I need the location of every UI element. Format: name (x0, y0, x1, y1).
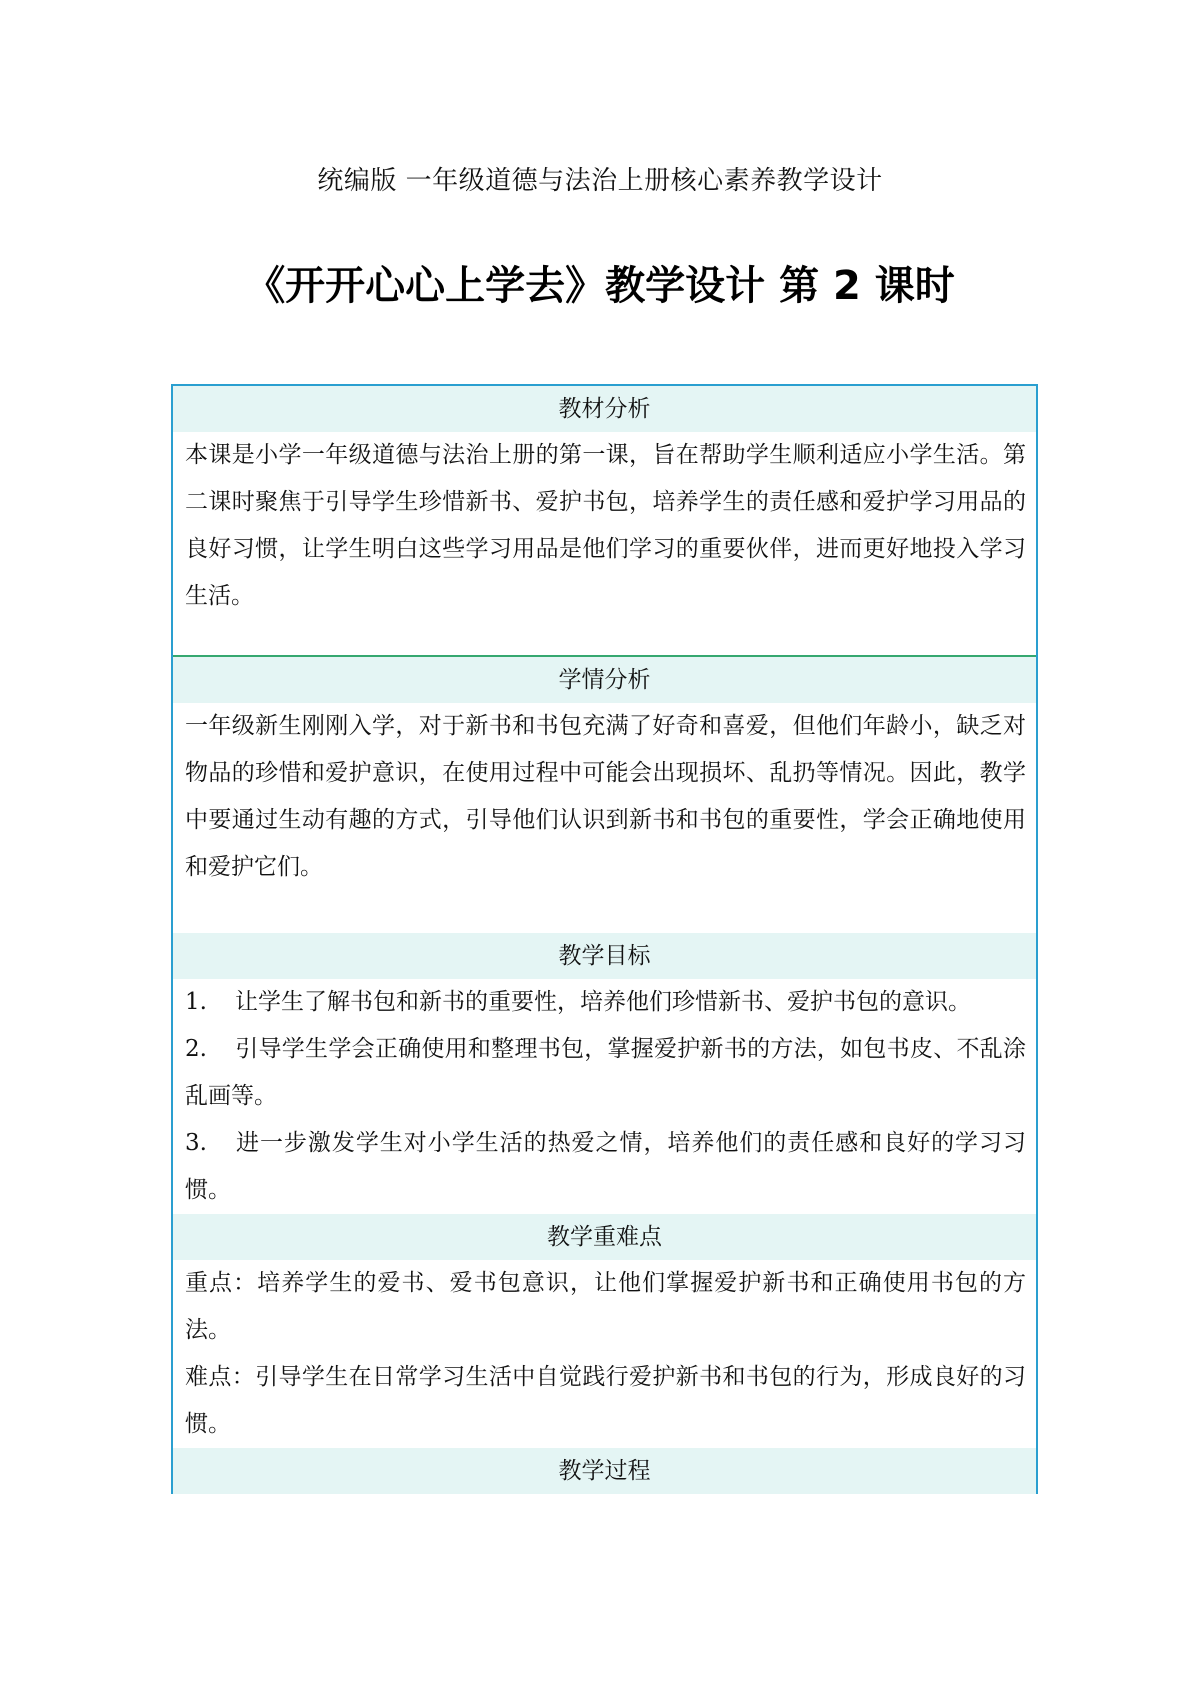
objective-number: 2. (185, 1036, 207, 1062)
section-header-key-points: 教学重难点 (173, 1214, 1036, 1260)
document-title: 《开开心心上学去》教学设计 第 2 课时 (245, 263, 955, 309)
section-body-objectives (173, 979, 1036, 1214)
lesson-plan-table (171, 384, 1038, 1494)
objective-item (185, 1120, 1026, 1214)
section-body-learner: 一年级新生刚刚入学，对于新书和书包充满了好奇和喜爱，但他们年龄小，缺乏对物品的珍惜和爱护意识，在使用过程中可能会出现损坏、乱扔等情况。因此，教学中要通过生动有趣的方式，引导他们认识到新书和书包的重要性，学会正确地使用和爱护它们。 (185, 713, 1026, 880)
key-point-difficulty: 难点：引导学生在日常学习生活中自觉践行爱护新书和书包的行为，形成良好的习惯。 (185, 1364, 1026, 1437)
key-point-focus: 重点：培养学生的爱书、爱书包意识，让他们掌握爱护新书和正确使用书包的方法。 (185, 1270, 1026, 1343)
section-header-process: 教学过程 (173, 1448, 1036, 1494)
section-body-materials: 本课是小学一年级道德与法治上册的第一课，旨在帮助学生顺利适应小学生活。第二课时聚焦于引导学生珍惜新书、爱护书包，培养学生的责任感和爱护学习用品的良好习惯，让学生明白这些学习用品是他们学习的重要伙伴，进而更好地投入学习生活。 (185, 442, 1026, 609)
objective-number: 3. (185, 1130, 207, 1156)
objective-item (185, 979, 1026, 1026)
section-header-learner: 学情分析 (173, 657, 1036, 703)
section-header-objectives: 教学目标 (173, 933, 1036, 979)
section-body-key-points (173, 1260, 1036, 1448)
objective-text: 引导学生学会正确使用和整理书包，掌握爱护新书的方法，如包书皮、不乱涂乱画等。 (185, 1036, 1026, 1109)
section-header-materials: 教材分析 (173, 386, 1036, 432)
objective-number: 1. (185, 989, 207, 1015)
objective-text: 让学生了解书包和新书的重要性，培养他们珍惜新书、爱护书包的意识。 (235, 989, 971, 1015)
objective-item (185, 1026, 1026, 1120)
objective-text: 进一步激发学生对小学生活的热爱之情，培养他们的责任感和良好的学习习惯。 (185, 1130, 1026, 1203)
document-subtitle: 统编版 一年级道德与法治上册核心素养教学设计 (317, 166, 883, 196)
